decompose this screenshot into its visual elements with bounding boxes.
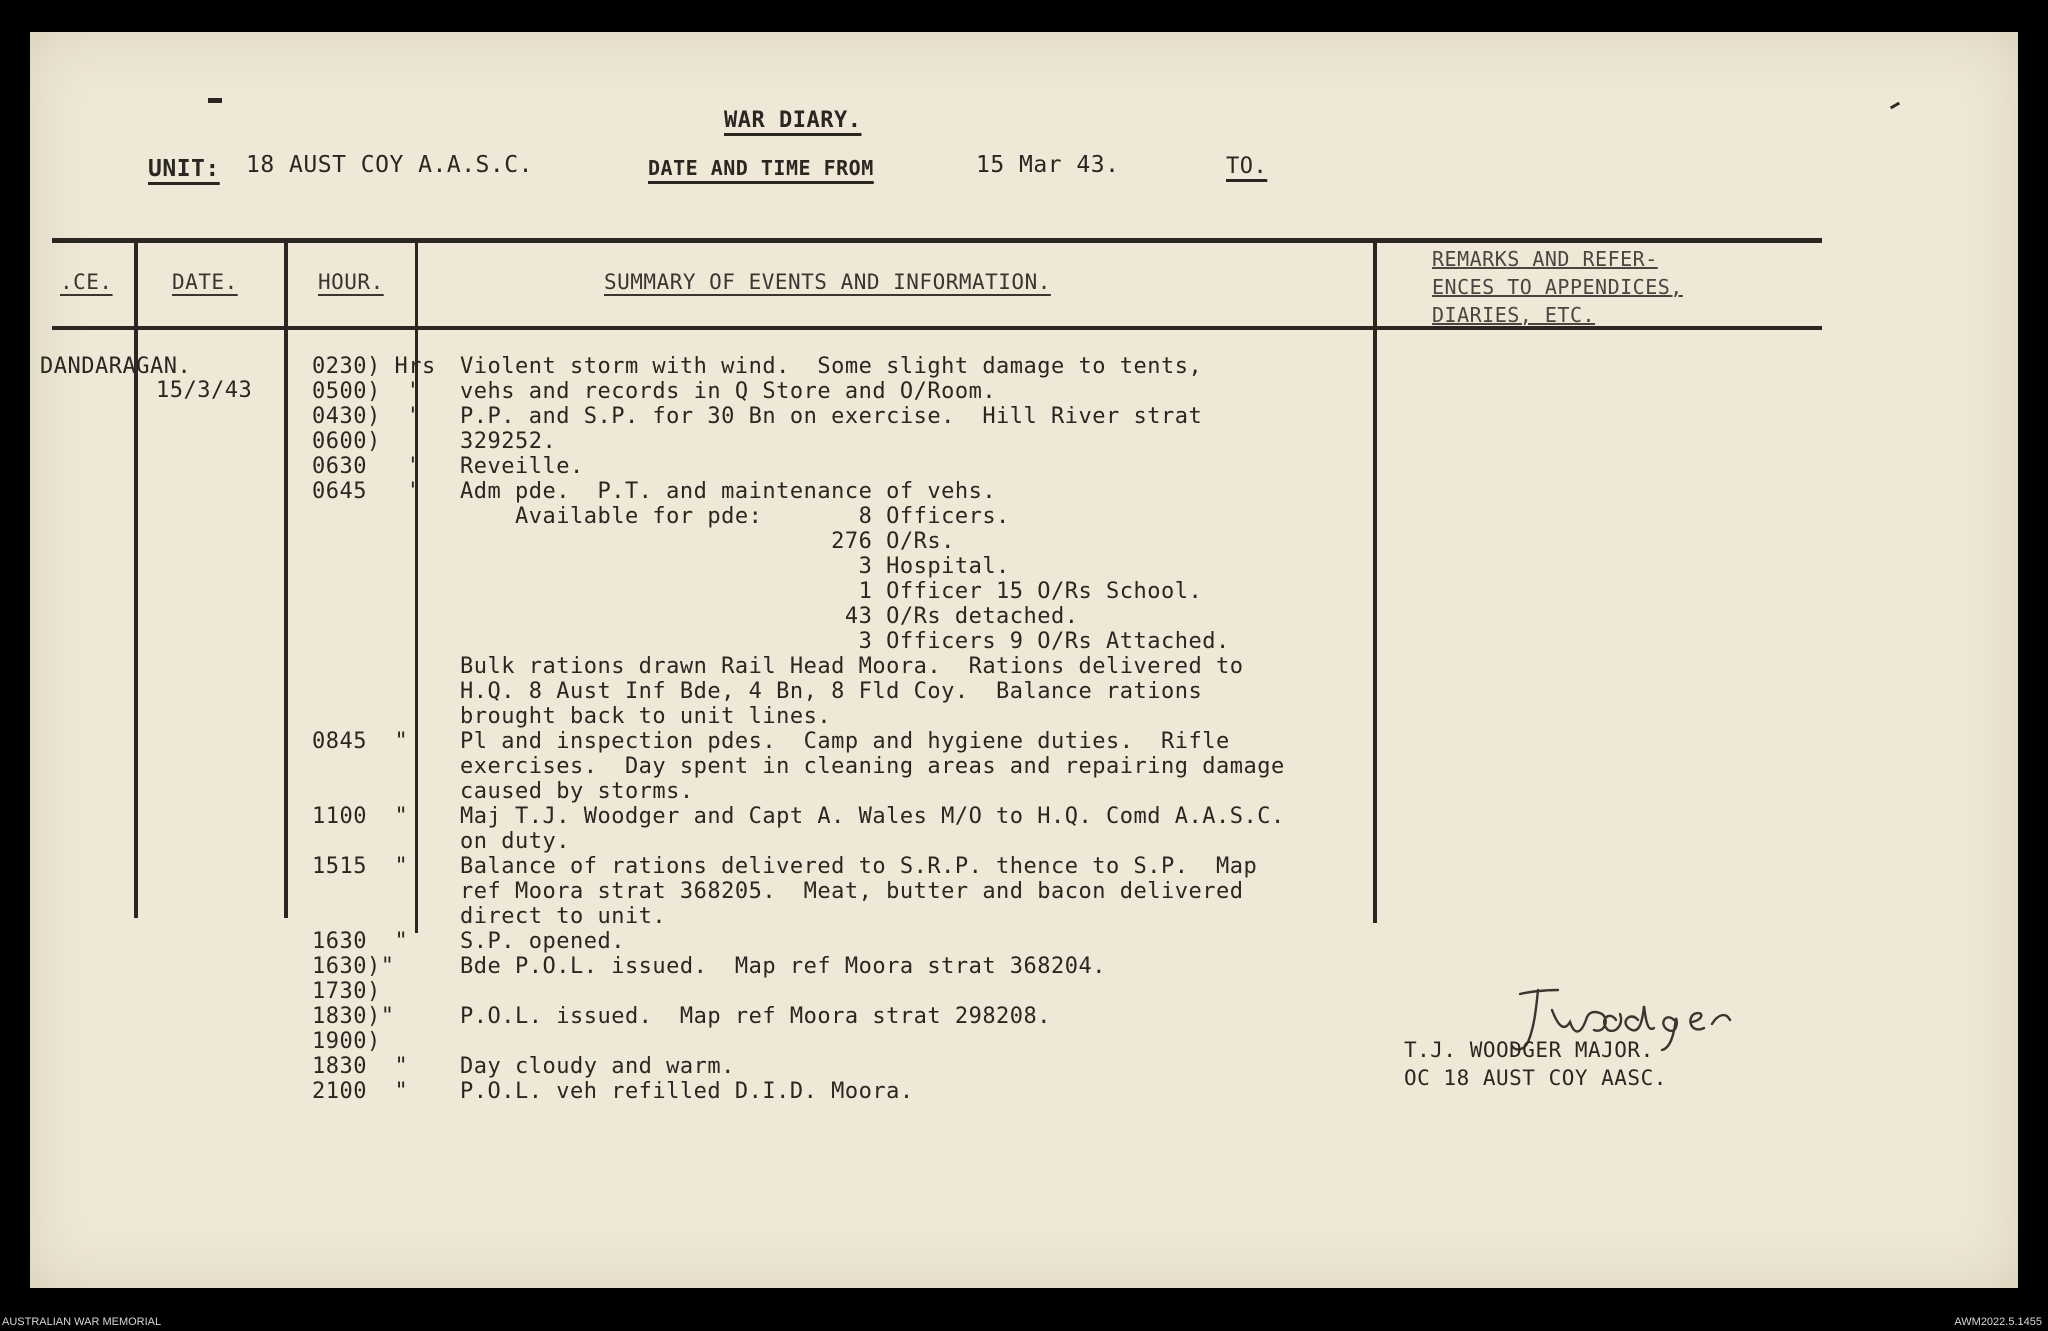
footer-accession: AWM2022.5.1455 [1954,1316,2042,1328]
date-from-value: 15 Mar 43. [976,152,1120,178]
column-header-remarks-line-3: DIARIES, ETC. [1432,303,1596,327]
summary-line: S.P. opened. [460,929,625,954]
column-header-remarks-line-2: ENCES TO APPENDICES, [1432,275,1683,299]
column-divider-hour [415,238,418,933]
hour-cell: 1100 " [312,804,409,829]
column-header-date: DATE. [172,270,238,294]
summary-line: P.O.L. issued. Map ref Moora strat 298208. [460,1004,1052,1029]
summary-line: ref Moora strat 368205. Meat, butter and bacon delivered [460,879,1244,904]
summary-line: 329252. [460,429,557,454]
summary-line: Maj T.J. Woodger and Capt A. Wales M/O to H.Q. Comd A.A.S.C. [460,804,1285,829]
summary-line: Day cloudy and warm. [460,1054,735,1079]
summary-line: Violent storm with wind. Some slight damage to tents, [460,354,1203,379]
unit-value: 18 AUST COY A.A.S.C. [246,152,533,178]
summary-line: brought back to unit lines. [460,704,832,729]
column-header-remarks-line-1: REMARKS AND REFER- [1432,247,1658,271]
summary-line: Reveille. [460,454,584,479]
summary-line: Balance of rations delivered to S.R.P. thence to S.P. Map [460,854,1258,879]
summary-line: caused by storms. [460,779,694,804]
table-top-line [52,238,1822,243]
hour-cell: 1900) [312,1029,381,1054]
pin-mark-left [208,98,222,103]
hour-cell: 0600) [312,429,381,454]
summary-line: 43 O/Rs detached. [460,604,1079,629]
footer-source: AUSTRALIAN WAR MEMORIAL [2,1316,162,1328]
summary-line: H.Q. 8 Aust Inf Bde, 4 Bn, 8 Fld Coy. Balance rations [460,679,1203,704]
to-label: TO. [1226,154,1268,179]
hour-cell: 1630 " [312,929,409,954]
summary-line: vehs and records in Q Store and O/Room. [460,379,997,404]
summary-line: 3 Officers 9 O/Rs Attached. [460,629,1230,654]
hour-cell: 2100 " [312,1079,409,1104]
summary-line: Pl and inspection pdes. Camp and hygiene duties. Rifle [460,729,1230,754]
hour-cell: 1515 " [312,854,409,879]
column-header-hour: HOUR. [318,270,384,294]
signature-unit: OC 18 AUST COY AASC. [1404,1066,1667,1090]
column-header-place: .CE. [60,270,113,294]
summary-line: P.O.L. veh refilled D.I.D. Moora. [460,1079,914,1104]
summary-line: 3 Hospital. [460,554,1010,579]
summary-line: Bulk rations drawn Rail Head Moora. Rations delivered to [460,654,1244,679]
hour-cell: 0845 " [312,729,409,754]
signature-text: TJWoodger [1498,980,1504,981]
summary-line: direct to unit. [460,904,667,929]
column-divider-place [134,238,138,918]
summary-line: 1 Officer 15 O/Rs School. [460,579,1203,604]
document-page [30,32,2018,1288]
column-header-summary: SUMMARY OF EVENTS AND INFORMATION. [604,270,1051,294]
hour-cell: 0645 " [312,479,422,504]
entry-date: 15/3/43 [156,378,253,403]
hour-cell: 1630)" [312,954,395,979]
summary-line: exercises. Day spent in cleaning areas and repairing damage [460,754,1285,779]
entry-place: DANDARAGAN. [40,354,192,379]
summary-line: Available for pde: 8 Officers. [460,504,1010,529]
hour-cell: 0630 " [312,454,422,479]
pin-mark-right [1890,102,1900,110]
hour-cell: 1730) [312,979,381,1004]
date-time-from-label: DATE AND TIME FROM [648,156,874,180]
hour-cell: 1830 " [312,1054,409,1079]
hour-cell: 0430) " [312,404,422,429]
diary-title: WAR DIARY. [724,108,862,133]
summary-line: on duty. [460,829,570,854]
summary-line: Bde P.O.L. issued. Map ref Moora strat 368204. [460,954,1107,979]
summary-line: Adm pde. P.T. and maintenance of vehs. [460,479,997,504]
hour-cell: 1830)" [312,1004,395,1029]
column-divider-date [284,238,288,918]
summary-line: P.P. and S.P. for 30 Bn on exercise. Hill River strat [460,404,1203,429]
hour-cell: 0500) " [312,379,422,404]
summary-line: 276 O/Rs. [460,529,955,554]
column-divider-summary [1373,238,1377,923]
unit-label: UNIT: [148,156,220,182]
signature-name: T.J. WOODGER MAJOR. [1404,1038,1654,1062]
hour-cell: 0230) Hrs [312,354,436,379]
